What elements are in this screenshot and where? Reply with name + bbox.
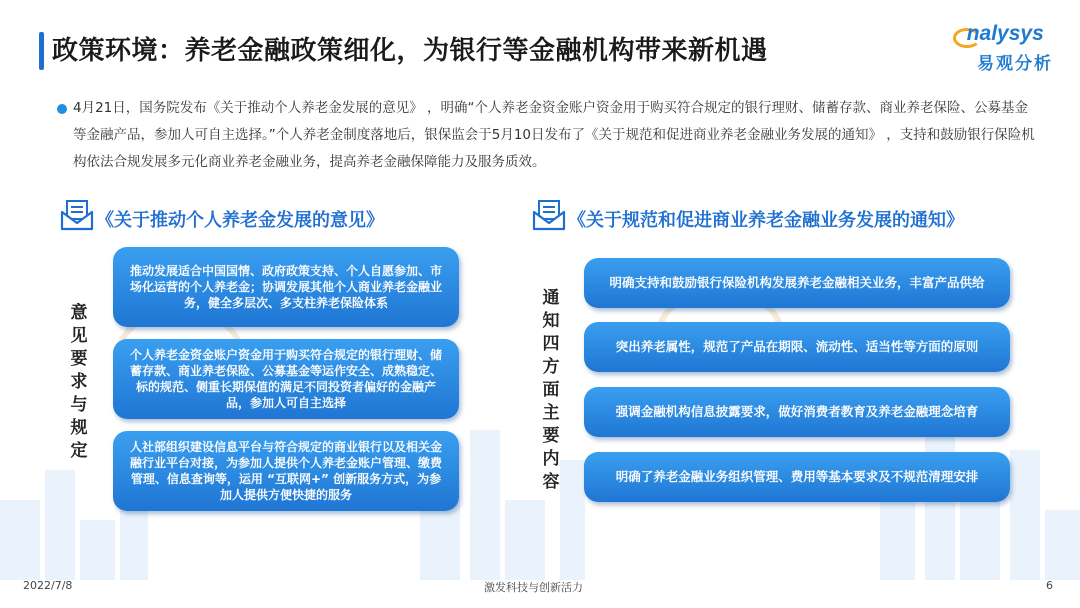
footer-slogan: 激发科技与创新活力 <box>484 581 583 594</box>
right-card-2 <box>584 322 1010 372</box>
logo-text-en: nalysys <box>966 22 1044 45</box>
title-accent-bar <box>39 32 44 70</box>
analysys-logo <box>955 22 1065 82</box>
left-card-1 <box>113 247 459 327</box>
left-card-3-text: 人社部组织建设信息平台与符合规定的商业银行以及相关金融行业平台对接，为参加人提供个人养老金账户管理、缴费管理、信息查询等，运用 “互联网+” 创新服务方式，为参加人提供方便快捷的服务 <box>129 440 442 502</box>
right-card-2-text: 突出养老属性，规范了产品在期限、流动性、适当性等方面的原则 <box>615 339 979 354</box>
page-number: 6 <box>1046 579 1053 592</box>
right-card-1 <box>584 258 1010 308</box>
footer-date: 2022/7/8 <box>23 579 73 592</box>
left-vertical-label: 意见要求与规定 <box>70 303 88 461</box>
logo-text-cn: 易观分析 <box>977 54 1053 74</box>
document-envelope-icon <box>60 199 94 231</box>
page-title: 政策环境：养老金融政策细化，为银行等金融机构带来新机遇 <box>52 36 768 66</box>
intro-paragraph: 4月21日，国务院发布《关于推动个人养老金发展的意见》 ，明确“个人养老金资金账户资金用于购买符合规定的银行理财、储蓄存款、商业养老保险、公募基金等金融产品，参加人可自主选择。”个人养老金制度落地后，银保监会于5月10日发布了《关于规范和促进商业养老金融业务发展的通知》 ，支持和鼓励银行保险机构依法合规发展多元化商业养老金融业务，提高养老金融保障能力及服务质效。 <box>73 100 1035 170</box>
right-vertical-label: 通知四方面主要内容 <box>542 288 560 492</box>
right-section-title: 《关于规范和促进商业养老金融业务发展的通知》 <box>568 210 964 231</box>
right-card-3-text: 强调金融机构信息披露要求，做好消费者教育及养老金融理念培育 <box>615 404 979 419</box>
bullet-icon <box>57 104 67 114</box>
right-card-1-text: 明确支持和鼓励银行保险机构发展养老金融相关业务，丰富产品供给 <box>609 275 985 290</box>
left-card-1-text: 推动发展适合中国国情、政府政策支持、个人自愿参加、市场化运营的个人养老金；协调发展其他个人商业养老金融业务，健全多层次、多支柱养老保险体系 <box>129 264 442 310</box>
right-card-4-text: 明确了养老金融业务组织管理、费用等基本要求及不规范清理安排 <box>615 469 979 484</box>
right-card-3 <box>584 387 1010 437</box>
left-section-title: 《关于推动个人养老金发展的意见》 <box>96 210 384 231</box>
left-card-2-text: 个人养老金资金账户资金用于购买符合规定的银行理财、储蓄存款、商业养老保险、公募基金等运作安全、成熟稳定、标的规范、侧重长期保值的满足不同投资者偏好的金融产品，参加人可自主选择 <box>129 348 442 410</box>
right-card-4 <box>584 452 1010 502</box>
document-envelope-icon <box>532 199 566 231</box>
left-card-3 <box>113 431 459 511</box>
left-card-2 <box>113 339 459 419</box>
